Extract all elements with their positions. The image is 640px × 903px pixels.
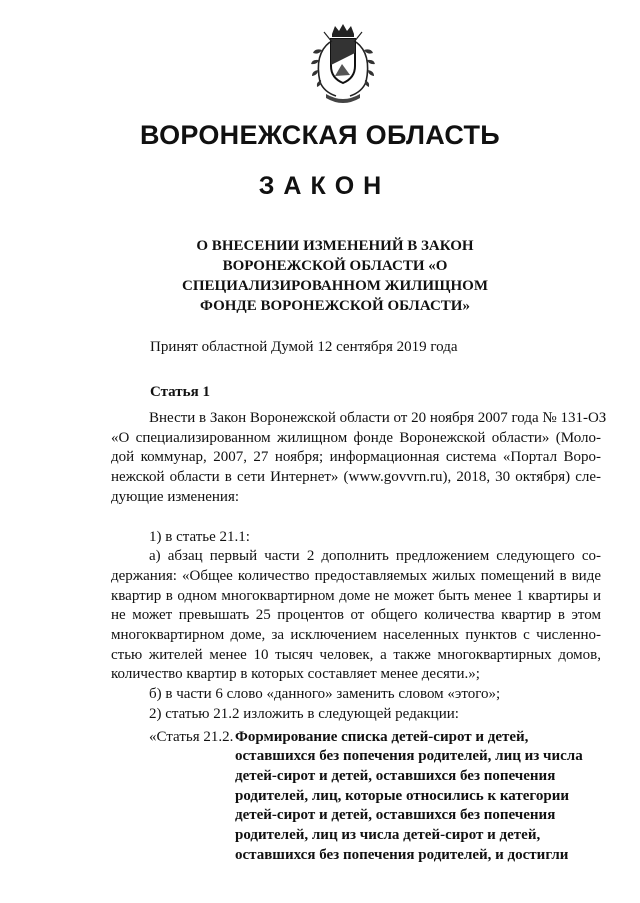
subject-line: СПЕЦИАЛИЗИРОВАННОМ ЖИЛИЩНОМ <box>182 278 488 294</box>
voronezh-coat-of-arms-emblem <box>302 20 384 108</box>
item-1-heading: 1) в статье 21.1: <box>149 528 250 545</box>
text-line: дой коммунар, 2007, 27 ноября; информационная система «Портал Воро- <box>111 449 601 466</box>
subject-line: ФОНДЕ ВОРОНЕЖСКОЙ ОБЛАСТИ» <box>200 298 470 314</box>
title-line: детей-сирот и детей, оставшихся без попечения <box>235 767 556 784</box>
article-title: Статья 1 <box>150 384 210 400</box>
text-line: количество квартир в которых составляет менее десяти.»; <box>111 666 480 683</box>
adoption-statement: Принят областной Думой 12 сентября 2019 года <box>150 339 458 355</box>
title-line: детей-сирот и детей, оставшихся без попечения <box>235 807 556 824</box>
title-line: родителей, лиц, которые относились к категории <box>235 787 569 804</box>
subject-line: ВОРОНЕЖСКОЙ ОБЛАСТИ «О <box>222 258 448 274</box>
intro-paragraph <box>111 409 607 508</box>
law-subject <box>150 236 520 316</box>
new-article-title <box>235 728 601 866</box>
text-line: держания: «Общее количество предоставляемых жилых помещений в виде <box>111 567 601 584</box>
title-line: оставшихся без попечения родителей, и достигли <box>235 846 569 863</box>
title-line: родителей, лиц из числа детей-сирот и детей, <box>235 827 541 844</box>
article-body <box>111 409 607 865</box>
text-line: нежской области в сети Интернет» (www.govvrn.ru), 2018, 30 октября) сле- <box>111 469 601 486</box>
new-article-block <box>111 728 601 866</box>
subject-line: О ВНЕСЕНИИ ИЗМЕНЕНИЙ В ЗАКОН <box>196 238 474 254</box>
text-line: а) абзац первый части 2 дополнить предложением следующего со- <box>149 548 601 565</box>
text-line: дующие изменения: <box>111 488 240 505</box>
text-line: стью жителей менее 10 тысяч человек, а также многоквартирных домов, <box>111 646 601 663</box>
item-a-paragraph <box>111 547 601 685</box>
text-line: «О специализированном жилищном фонде Воронежской области» (Моло- <box>111 429 601 446</box>
new-article-label: «Статья 21.2. <box>149 728 234 745</box>
region-title: ВОРОНЕЖСКАЯ ОБЛАСТЬ <box>139 120 501 150</box>
title-line: оставшихся без попечения родителей, лиц из числа <box>235 748 583 765</box>
text-line: многоквартирном доме, за исключением населенных пунктов с численно- <box>111 627 601 644</box>
item-b-paragraph: б) в части 6 слово «данного» заменить словом «этого»; <box>149 686 501 703</box>
text-line: не может превышать 25 процентов от общего количества квартир в этом <box>111 607 601 624</box>
item-2-paragraph: 2) статью 21.2 изложить в следующей редакции: <box>149 705 459 722</box>
text-line: квартир в одном многоквартирном доме не может быть менее 1 квартиры и <box>111 587 601 604</box>
document-type: ЗАКОН <box>258 172 391 200</box>
text-line: Внести в Закон Воронежской области от 20 ноября 2007 года № 131-ОЗ <box>149 410 607 426</box>
title-line: Формирование списка детей-сирот и детей, <box>235 728 529 745</box>
